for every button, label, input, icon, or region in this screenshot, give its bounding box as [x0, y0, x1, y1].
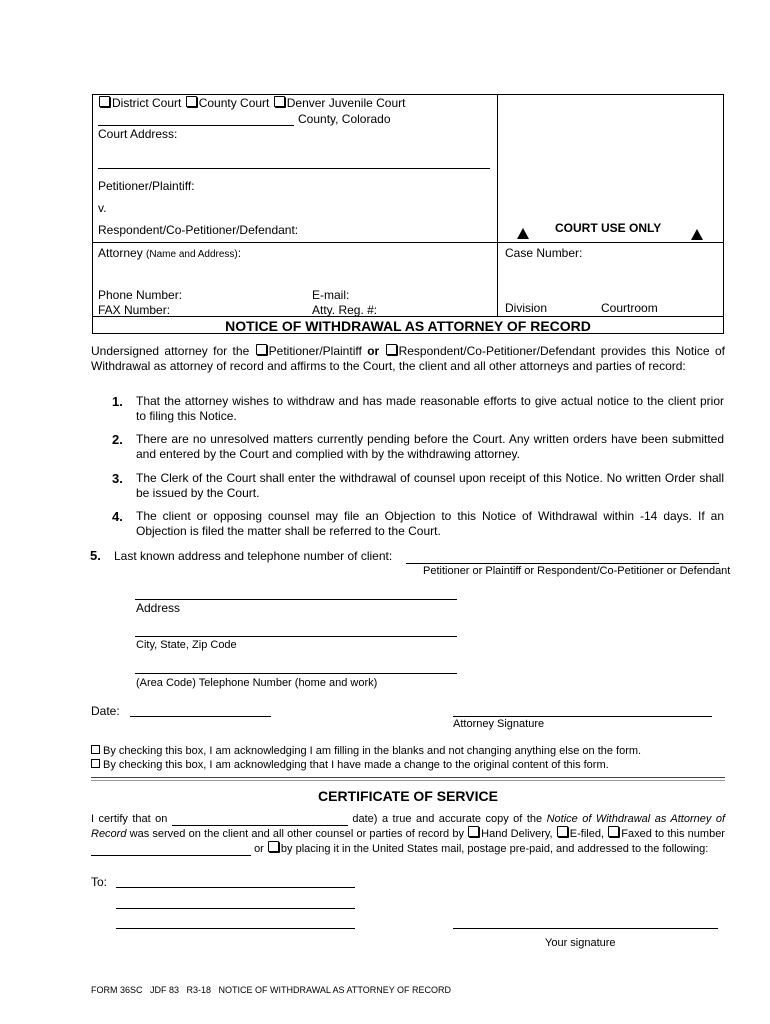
- address-label: Address: [136, 601, 181, 615]
- caption-divider-vertical: [497, 94, 498, 316]
- email-label: E-mail:: [312, 288, 350, 302]
- list-item: [112, 432, 724, 462]
- respondent-label: Respondent/Co-Petitioner/Defendant:: [98, 223, 299, 237]
- versus-label: v.: [98, 201, 107, 215]
- arrow-up-icon-right: [691, 229, 703, 240]
- intro-paragraph: [91, 344, 725, 374]
- district-court-checkbox[interactable]: [99, 96, 110, 107]
- county-name-field[interactable]: [98, 125, 294, 126]
- list-item: [112, 394, 724, 424]
- certificate-text-4: number: [687, 828, 725, 840]
- phone-number-label: Phone Number:: [98, 288, 183, 302]
- atty-reg-label: Atty. Reg. #:: [312, 303, 378, 317]
- caption-box: [92, 94, 724, 334]
- recipient-line-2[interactable]: [116, 908, 355, 909]
- recipient-line-1[interactable]: [116, 887, 355, 888]
- court-options: [98, 96, 405, 110]
- caption-divider-2: [92, 316, 724, 317]
- courtroom-label: Courtroom: [601, 301, 658, 315]
- attorney-label: Attorney: [98, 246, 143, 260]
- item5-number: 5.: [90, 548, 101, 563]
- division-label: Division: [505, 301, 548, 315]
- section-divider-top: [91, 777, 725, 778]
- city-state-zip-label: City, State, Zip Code: [136, 639, 237, 651]
- to-label: To:: [91, 875, 108, 889]
- item5-party-caption: Petitioner or Plaintiff or Respondent/Co-Petitioner or Defendant: [423, 565, 731, 577]
- client-city-field[interactable]: [135, 636, 457, 637]
- certificate-text-3: was served on the client and all other counsel or parties of record by: [129, 828, 464, 840]
- telephone-label: (Area Code) Telephone Number (home and work): [136, 677, 378, 689]
- service-date-field[interactable]: [172, 811, 348, 826]
- client-phone-field[interactable]: [135, 673, 457, 674]
- acknowledgement-row: [91, 745, 641, 758]
- date-label: Date:: [91, 704, 120, 718]
- case-number-label: Case Number:: [505, 246, 583, 260]
- your-signature-label: Your signature: [545, 937, 616, 949]
- court-use-only-label: COURT USE ONLY: [555, 221, 662, 235]
- faxed-checkbox[interactable]: [608, 826, 619, 837]
- client-party-field[interactable]: [406, 563, 719, 564]
- form-footer: FORM 36SC JDF 83 R3-18 NOTICE OF WITHDRAWAL AS ATTORNEY OF RECORD: [91, 985, 452, 995]
- certificate-title: CERTIFICATE OF SERVICE: [318, 788, 498, 804]
- arrow-up-icon-left: [517, 228, 529, 239]
- certificate-paragraph: [91, 811, 725, 856]
- e-filed-label: E-filed,: [569, 828, 605, 840]
- item-text: That the attorney wishes to withdraw and has made reasonable efforts to give actual notice to the client prior to filing this Notice.: [136, 394, 724, 423]
- petitioner-label: Petitioner/Plaintiff:: [98, 179, 195, 193]
- intro-option-a: Petitioner/Plaintiff: [268, 344, 362, 358]
- item-number: 3.: [112, 471, 123, 486]
- acknowledgement-checkbox[interactable]: [91, 759, 100, 768]
- document-title: NOTICE OF WITHDRAWAL AS ATTORNEY OF RECORD: [225, 318, 591, 334]
- denver-juvenile-court-checkbox[interactable]: [274, 96, 285, 107]
- certificate-text-2: date) a true and accurate copy of the: [352, 813, 543, 825]
- item-number: 2.: [112, 432, 123, 447]
- client-address-field[interactable]: [135, 599, 457, 600]
- attorney-colon: :: [237, 246, 242, 260]
- caption-divider-1: [92, 242, 724, 243]
- intro-suffix: provides this Notice of Withdrawal as attorney of record and affirms to the Court, the client and all other attorneys and parties of record:: [91, 344, 725, 373]
- fax-number-label: FAX Number:: [98, 303, 171, 317]
- recipient-line-3[interactable]: [116, 928, 355, 929]
- item-number: 4.: [112, 509, 123, 524]
- section-divider-bottom: [91, 780, 725, 781]
- hand-delivery-checkbox[interactable]: [468, 826, 479, 837]
- faxed-label: Faxed to this: [621, 828, 685, 840]
- attorney-label-row: [98, 246, 241, 261]
- acknowledgement-checkbox[interactable]: [91, 745, 100, 754]
- item-text: The Clerk of the Court shall enter the withdrawal of counsel upon receipt of this Notice. No written Order shall be issued by the Court.: [136, 471, 724, 500]
- certificate-doc-title: Notice of Withdrawal as Attorney of Record: [91, 813, 726, 840]
- acknowledgement-row: [91, 759, 609, 772]
- intro-or: or: [367, 344, 380, 358]
- attorney-signature-label: Attorney Signature: [453, 718, 545, 730]
- attorney-sublabel: (Name and Address): [146, 249, 238, 260]
- item-number: 1.: [112, 394, 123, 409]
- attorney-signature-field[interactable]: [453, 716, 712, 717]
- acknowledgement-text: By checking this box, I am acknowledging I am filling in the blanks and not changing anything else on the form.: [103, 745, 642, 757]
- list-item: [112, 471, 724, 501]
- item5-label: Last known address and telephone number of client:: [114, 549, 393, 563]
- item-text: There are no unresolved matters currently pending before the Court. Any written orders have been submitted and entered by the Court and complied with by the withdrawing attorney.: [136, 432, 724, 461]
- date-field[interactable]: [130, 716, 271, 717]
- respondent-option-checkbox[interactable]: [386, 344, 397, 355]
- intro-option-b: Respondent/Co-Petitioner/Defendant: [398, 344, 596, 358]
- district-court-label: District Court: [112, 96, 182, 110]
- court-address-field[interactable]: [98, 168, 490, 169]
- certificate-text-5: or: [254, 843, 264, 855]
- intro-prefix: Undersigned attorney for the: [91, 344, 250, 358]
- county-court-label: County Court: [198, 96, 270, 110]
- list-item: [112, 509, 724, 539]
- denver-juvenile-court-label: Denver Juvenile Court: [286, 96, 406, 110]
- county-court-checkbox[interactable]: [186, 96, 197, 107]
- us-mail-checkbox[interactable]: [268, 841, 279, 852]
- your-signature-field[interactable]: [453, 928, 718, 929]
- e-filed-checkbox[interactable]: [557, 826, 568, 837]
- petitioner-option-checkbox[interactable]: [256, 344, 267, 355]
- court-address-label: Court Address:: [98, 127, 178, 141]
- acknowledgement-text: By checking this box, I am acknowledging that I have made a change to the original content of this form.: [103, 759, 609, 771]
- hand-delivery-label: Hand Delivery,: [481, 828, 553, 840]
- certificate-text-1: I certify that on: [91, 813, 168, 825]
- county-suffix: County, Colorado: [298, 112, 391, 126]
- fax-number-field[interactable]: [91, 841, 251, 856]
- item-text: The client or opposing counsel may file an Objection to this Notice of Withdrawal within -14 days. If an Objection is filed the matter shall be referred to the Court.: [136, 509, 724, 538]
- certificate-text-6: by placing it in the United States mail, postage pre-paid, and addressed to the following:: [280, 843, 709, 855]
